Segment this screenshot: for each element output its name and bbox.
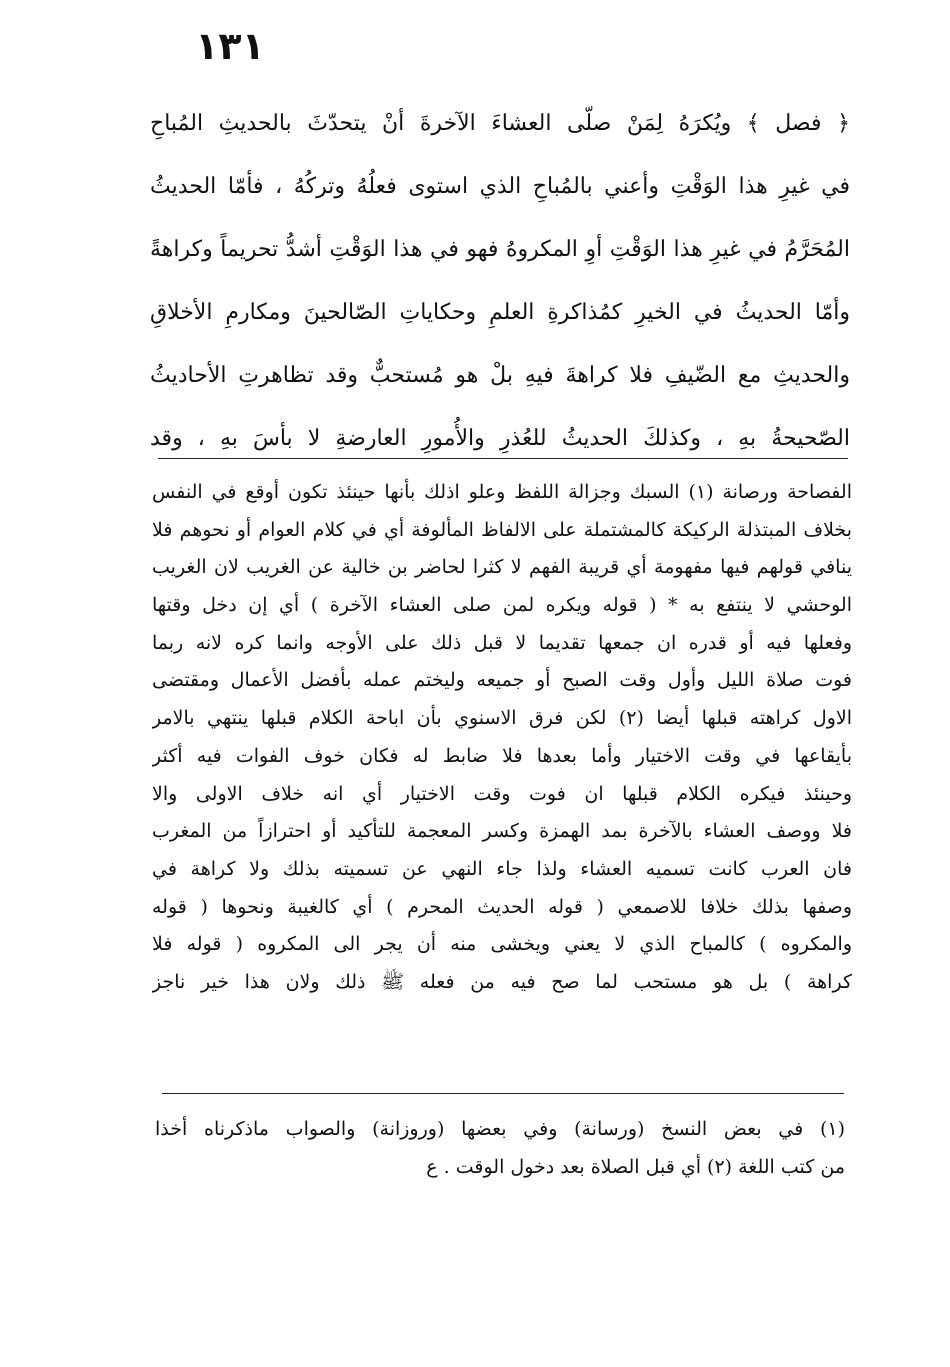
main-text-line: في غيرِ هذا الوَقْتِ وأعني بالمُباحِ الذي استوى فعلُهُ وتركُهُ ، فأمّا الحديثُ bbox=[150, 174, 850, 199]
footnote-line: (١) في بعض النسخ (ورسانة) وفي بعضها (وروزانة) والصواب ماذكرناه أخذا bbox=[155, 1118, 845, 1140]
commentary-line: الوحشي لا ينتفع به * ( قوله ويكره لمن صلى العشاء الآخرة ) أي إن دخل وقتها bbox=[152, 594, 852, 617]
commentary-line: الفصاحة ورصانة (١) السبك وجزالة اللفظ وعلو اذلك بأنها حينئذ تكون أوقع في النفس bbox=[152, 481, 852, 503]
main-text-line: ﴿ فصل ﴾ ويُكرَهُ لِمَنْ صلّى العشاءَ الآخرةَ أنْ يتحدّثَ بالحديثِ المُباحِ bbox=[150, 111, 850, 136]
commentary-line: وحينئذ فيكره الكلام قبلها ان فوت وقت الاختيار أي انه خلاف الاولى والا bbox=[152, 782, 852, 805]
main-text-line: وأمّا الحديثُ في الخيرِ كمُذاكرةِ العلمِ وحكاياتِ الصّالحينَ ومكارمِ الأخلاقِ bbox=[150, 300, 850, 325]
footnotes-block bbox=[155, 1110, 845, 1186]
commentary-line: وصفها بذلك خلافا للاصمعي ( قوله الحديث المحرم ) أي كالغيبة ونحوها ( قوله bbox=[152, 895, 852, 918]
commentary-line: الاول كراهته قبلها أيضا (٢) لكن فرق الاسنوي بأن اباحة الكلام قبلها ينتهي بالامر bbox=[152, 707, 852, 730]
commentary-line: وفعلها فيه أو قدره ان جمعها تقديما لا قبل ذلك على الأوجه وانما كره لانه ربما bbox=[152, 631, 852, 654]
commentary-line: والمكروه ) كالمباح الذي لا يعني ويخشى منه أن يجر الى المكروه ( قوله فلا bbox=[152, 933, 852, 956]
main-text-line: المُحَرَّمُ في غيرِ هذا الوَقْتِ أوِ المكروهُ فهو في هذا الوَقْتِ أشدُّ تحريماً وكراهةً bbox=[150, 237, 850, 262]
commentary-line: فوت صلاة الليل وأول وقت الصبح أو جميعه وليختم عمله بأفضل الأعمال ومقتضى bbox=[152, 669, 852, 692]
footnote-line: من كتب اللغة (٢) أي قبل الصلاة بعد دخول الوقت . ع bbox=[426, 1156, 845, 1178]
main-text-line: والحديثِ مع الضّيفِ فلا كراهةَ فيهِ بلْ هو مُستحبٌّ وقد تظاهرتِ الأحاديثُ bbox=[150, 363, 850, 388]
main-text-line: الصّحيحةُ بهِ ، وكذلكَ الحديثُ للعُذرِ والأُمورِ العارضةِ لا بأسَ بهِ ، وقد bbox=[150, 426, 850, 451]
footnote-divider bbox=[162, 1093, 844, 1094]
main-text-divider bbox=[158, 458, 848, 459]
main-text-block bbox=[150, 92, 850, 470]
commentary-line: بأيقاعها في وقت الاختيار وأما بعدها فلا ضابط له فكان خوف الفوات فيه أكثر bbox=[152, 744, 852, 767]
commentary-block bbox=[152, 474, 852, 1002]
commentary-line: بخلاف المبتذلة الركيكة كالمشتملة على الالفاظ المألوفة أي في كلام العوام أو نحوهم فلا bbox=[152, 518, 852, 541]
commentary-line: كراهة ) بل هو مستحب لما صح فيه من فعله ﷺ ذلك ولان هذا خير ناجز bbox=[152, 970, 852, 993]
commentary-line: فلا ووصف العشاء بالآخرة بمد الهمزة وكسر المعجمة للتأكيد أو احترازاً من المغرب bbox=[152, 820, 852, 843]
commentary-line: ينافي قولهم فيها مفهومة أي قريبة الفهم لا كثرا لحاضر بن خالية عن الغريب لان الغريب bbox=[152, 556, 852, 579]
page-number: ١٣١ bbox=[195, 24, 265, 68]
commentary-line: فان العرب كانت تسميه العشاء ولذا جاء النهي عن تسميته بذلك ولا كراهة في bbox=[152, 857, 852, 880]
